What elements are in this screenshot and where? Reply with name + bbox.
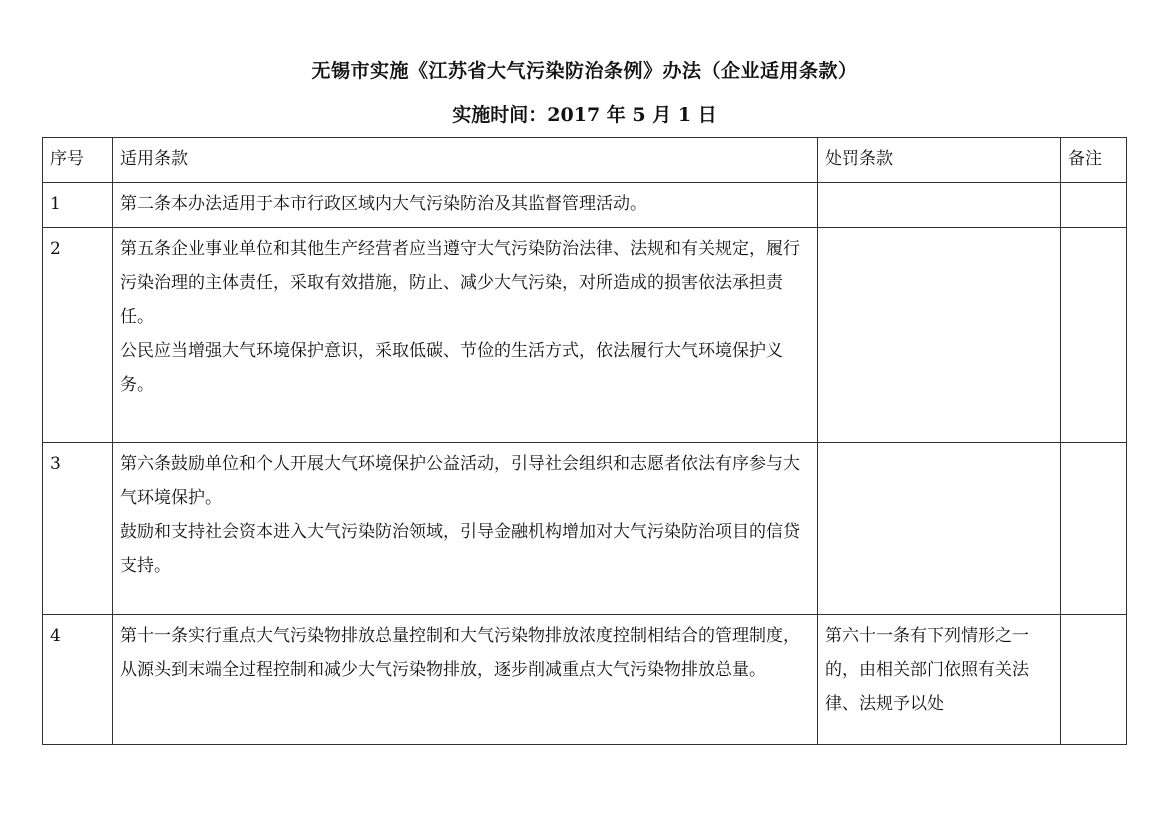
table-header-row [43, 138, 1127, 183]
clause-paragraph: 第六条鼓励单位和个人开展大气环境保护公益活动，引导社会组织和志愿者依法有序参与大气环境保护。 [120, 454, 800, 508]
document-title: 无锡市实施《江苏省大气污染防治条例》办法（企业适用条款） [311, 60, 858, 82]
clause-paragraph: 公民应当增强大气环境保护意识，采取低碳、节俭的生活方式，依法履行大气环境保护义务。 [120, 341, 783, 395]
table-row [43, 443, 1127, 615]
header-note: 备注 [1061, 138, 1127, 183]
clause-paragraph: 第五条企业事业单位和其他生产经营者应当遵守大气污染防治法律、法规和有关规定，履行污染治理的主体责任，采取有效措施，防止、减少大气污染，对所造成的损害依法承担责任。 [120, 239, 800, 327]
row-applicable [113, 228, 818, 443]
table-row [43, 615, 1127, 745]
table-row [43, 183, 1127, 228]
row-penalty: 第六十一条有下列情形之一的，由相关部门依照有关法律、法规予以处 [818, 615, 1061, 745]
clause-paragraph: 鼓励和支持社会资本进入大气污染防治领域，引导金融机构增加对大气污染防治项目的信贷支持。 [120, 522, 800, 576]
effective-date: 实施时间：2017 年 5 月 1 日 [452, 104, 717, 126]
header-applicable: 适用条款 [113, 138, 818, 183]
row-no: 1 [43, 183, 113, 228]
clause-paragraph: 第二条本办法适用于本市行政区域内大气污染防治及其监督管理活动。 [120, 194, 647, 214]
row-penalty [818, 228, 1061, 443]
row-applicable [113, 615, 818, 745]
row-no: 4 [43, 615, 113, 745]
header-penalty: 处罚条款 [818, 138, 1061, 183]
row-note [1061, 183, 1127, 228]
row-penalty [818, 443, 1061, 615]
row-note [1061, 615, 1127, 745]
row-applicable [113, 183, 818, 228]
clause-paragraph: 第十一条实行重点大气污染物排放总量控制和大气污染物排放浓度控制相结合的管理制度，从源头到末端全过程控制和减少大气污染物排放，逐步削减重点大气污染物排放总量。 [120, 626, 800, 680]
table-row [43, 228, 1127, 443]
row-no: 2 [43, 228, 113, 443]
row-penalty [818, 183, 1061, 228]
row-note [1061, 228, 1127, 443]
row-no: 3 [43, 443, 113, 615]
header-no: 序号 [43, 138, 113, 183]
row-note [1061, 443, 1127, 615]
row-applicable [113, 443, 818, 615]
clauses-table [42, 137, 1127, 745]
